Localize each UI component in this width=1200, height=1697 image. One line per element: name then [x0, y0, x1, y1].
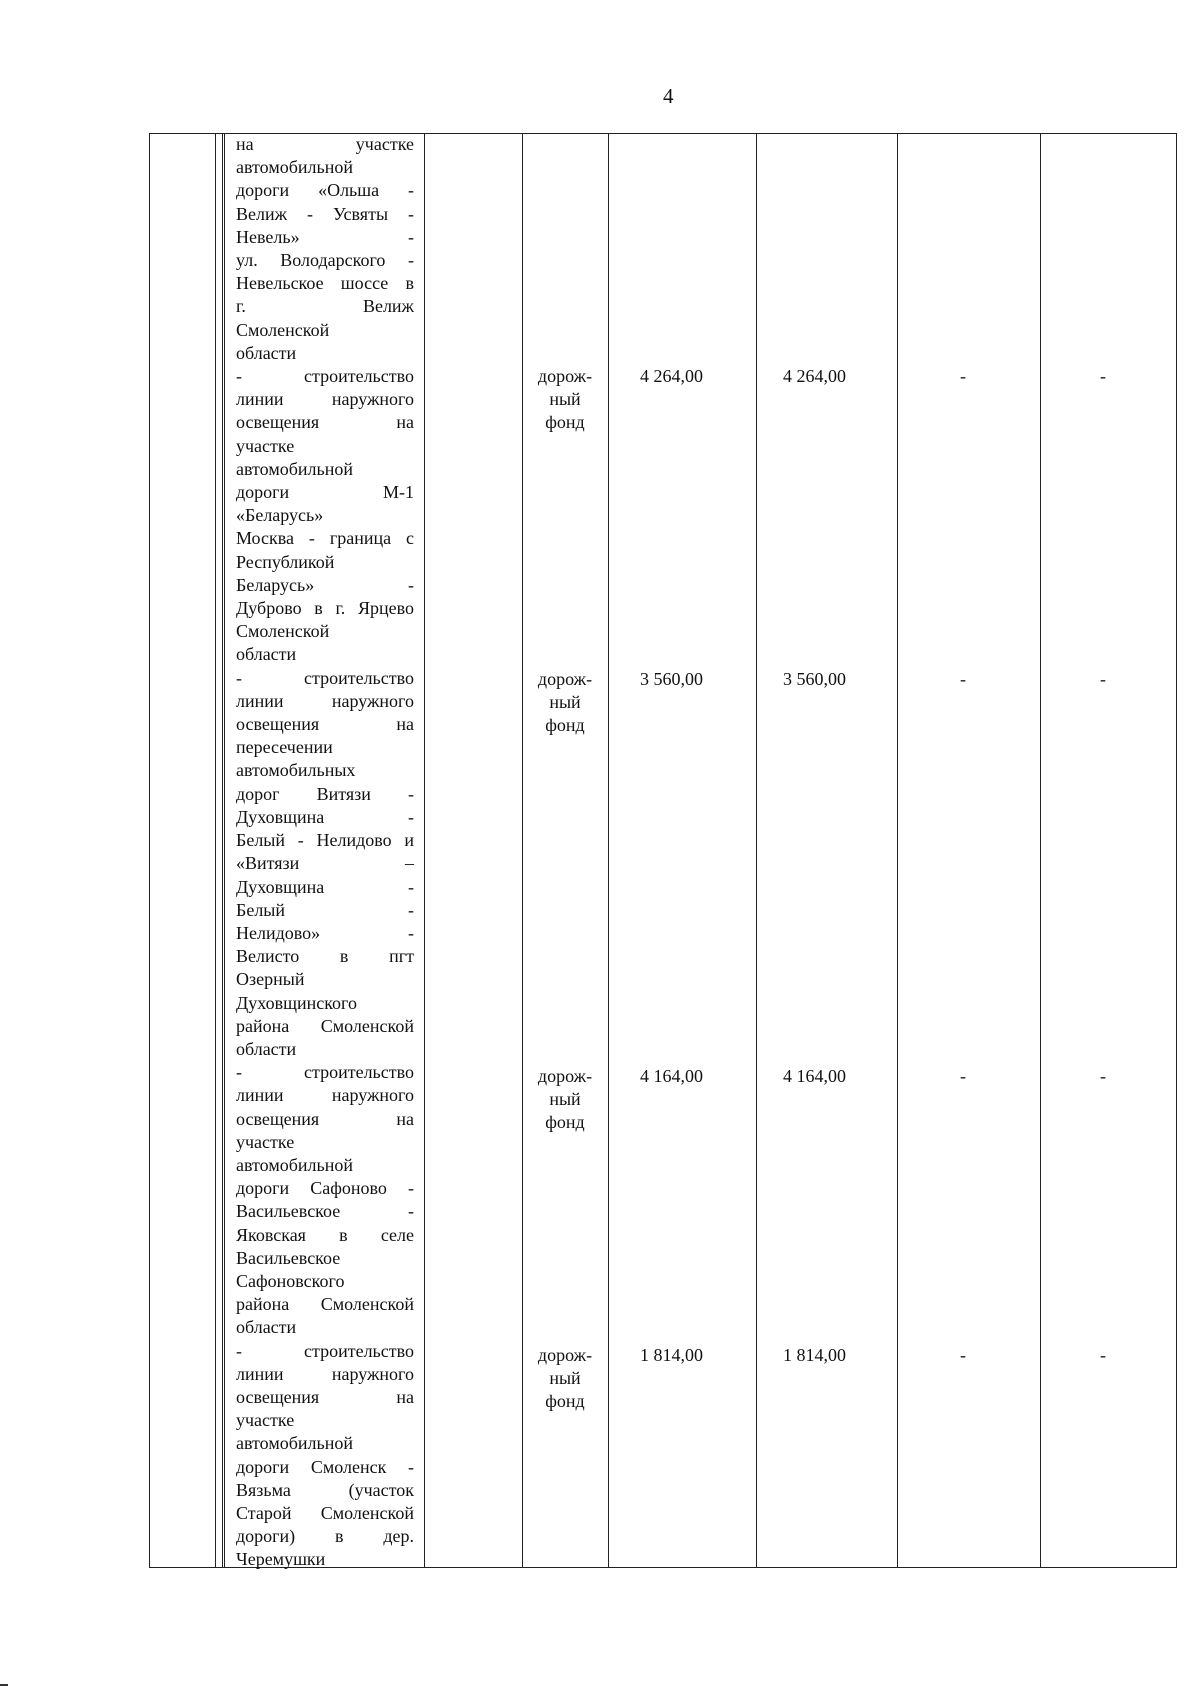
- funding-source-line: дорож-: [537, 669, 593, 689]
- description-line: Старой Смоленской: [236, 1502, 414, 1523]
- description-line: на участке: [236, 134, 414, 154]
- description-line: области: [236, 1317, 297, 1338]
- amount: 4 164,00: [783, 1066, 846, 1086]
- column-divider: [608, 133, 609, 1568]
- description-line: участке: [236, 1131, 295, 1152]
- funding-source-line: дорож-: [537, 1066, 593, 1086]
- amount: 4 264,00: [783, 366, 846, 386]
- description-cell: [236, 133, 414, 1572]
- description-line: Смоленской: [236, 319, 330, 340]
- description-line: автомобильной: [236, 458, 353, 479]
- description-line: Духовщина -: [236, 806, 414, 827]
- funding-source: [522, 365, 608, 435]
- amount: 3 560,00: [783, 669, 846, 689]
- description-line: пересечении: [236, 737, 333, 758]
- description-line: участке: [236, 1410, 295, 1431]
- scan-mark: [0, 1684, 8, 1686]
- description-line: Яковская в селе: [236, 1224, 414, 1245]
- description-line: Беларусь» -: [236, 574, 414, 595]
- description-line: автомобильной: [236, 157, 353, 178]
- total-amount: 3 560,00: [640, 669, 703, 689]
- description-line: линии наружного: [236, 1363, 414, 1384]
- column-divider: [215, 133, 216, 1568]
- description-line: освещения на: [236, 1108, 414, 1129]
- description-line: Невель» -: [236, 226, 414, 247]
- description-line: линии наружного: [236, 389, 414, 410]
- funding-source: [522, 668, 608, 738]
- description-line: Республикой: [236, 551, 335, 572]
- empty-dash: -: [960, 1066, 966, 1086]
- description-line: автомобильных: [236, 760, 356, 781]
- total-amount: 1 814,00: [640, 1345, 703, 1365]
- empty-dash: -: [1100, 366, 1106, 386]
- amount: 1 814,00: [783, 1345, 846, 1365]
- funding-source-line: ный: [549, 692, 581, 713]
- empty-dash: -: [960, 669, 966, 689]
- empty-dash: -: [1100, 1345, 1106, 1365]
- funding-source-line: ный: [549, 389, 581, 410]
- description-line: автомобильной: [236, 1154, 353, 1175]
- funding-source-line: дорож-: [537, 366, 593, 386]
- column-divider: [756, 133, 757, 1568]
- column-divider: [897, 133, 898, 1568]
- page-number: 4: [663, 84, 674, 108]
- description-line: - строительство: [236, 1340, 414, 1361]
- description-line: области: [236, 644, 297, 665]
- description-line: Васильевское: [236, 1247, 341, 1268]
- description-line: дороги Смоленск -: [236, 1456, 414, 1477]
- description-line: области: [236, 342, 297, 363]
- description-line: Белый - Нелидово и: [236, 830, 414, 851]
- description-line: дорог Витязи -: [236, 783, 414, 804]
- funding-source-line: фонд: [545, 715, 585, 736]
- description-line: Черемушки: [236, 1549, 326, 1570]
- description-line: дороги) в дер.: [236, 1526, 414, 1547]
- funding-source-line: дорож-: [537, 1345, 593, 1365]
- funding-source-line: фонд: [545, 1391, 585, 1412]
- description-line: «Беларусь»: [236, 505, 324, 526]
- description-line: Васильевское -: [236, 1201, 414, 1222]
- total-amount: 4 264,00: [640, 366, 703, 386]
- description-line: Невельское шоссе в: [236, 273, 414, 294]
- description-line: района Смоленской: [236, 1294, 414, 1315]
- funding-source: [522, 1344, 608, 1414]
- description-line: Озерный: [236, 969, 305, 990]
- description-line: Москва - граница с: [236, 528, 414, 549]
- description-line: области: [236, 1038, 297, 1059]
- column-divider: [222, 133, 225, 1568]
- empty-dash: -: [960, 366, 966, 386]
- description-line: - строительство: [236, 1062, 414, 1083]
- description-line: освещения на: [236, 1386, 414, 1407]
- description-line: «Витязи –: [236, 853, 414, 874]
- description-line: - строительство: [236, 366, 414, 387]
- description-line: - строительство: [236, 667, 414, 688]
- description-line: Велисто в пгт: [236, 946, 414, 967]
- empty-dash: -: [960, 1345, 966, 1365]
- description-line: Смоленской: [236, 621, 330, 642]
- funding-source: [522, 1065, 608, 1135]
- funding-source-line: ный: [549, 1368, 581, 1389]
- empty-dash: -: [1100, 669, 1106, 689]
- description-line: ул. Володарского -: [236, 250, 414, 271]
- description-line: Нелидово» -: [236, 922, 414, 943]
- description-line: дороги «Ольша -: [236, 180, 414, 201]
- description-line: дороги М-1: [236, 482, 414, 503]
- description-line: Духовщинского: [236, 992, 357, 1013]
- description-line: Дуброво в г. Ярцево: [236, 598, 414, 619]
- empty-dash: -: [1100, 1066, 1106, 1086]
- funding-source-line: ный: [549, 1089, 581, 1110]
- description-line: Велиж - Усвяты -: [236, 203, 414, 224]
- description-line: Сафоновского: [236, 1270, 345, 1291]
- description-line: линии наружного: [236, 1085, 414, 1106]
- description-line: освещения на: [236, 714, 414, 735]
- description-line: линии наружного: [236, 690, 414, 711]
- funding-source-line: фонд: [545, 1112, 585, 1133]
- description-line: участке: [236, 435, 295, 456]
- description-line: автомобильной: [236, 1433, 353, 1454]
- description-line: Вязьма (участок: [236, 1479, 414, 1500]
- description-line: района Смоленской: [236, 1015, 414, 1036]
- description-line: г. Велиж: [236, 296, 414, 317]
- column-divider: [424, 133, 425, 1568]
- total-amount: 4 164,00: [640, 1066, 703, 1086]
- description-line: освещения на: [236, 412, 414, 433]
- description-line: Духовщина -: [236, 876, 414, 897]
- description-line: Белый -: [236, 899, 414, 920]
- description-line: дороги Сафоново -: [236, 1178, 414, 1199]
- column-divider: [1040, 133, 1041, 1568]
- funding-source-line: фонд: [545, 412, 585, 433]
